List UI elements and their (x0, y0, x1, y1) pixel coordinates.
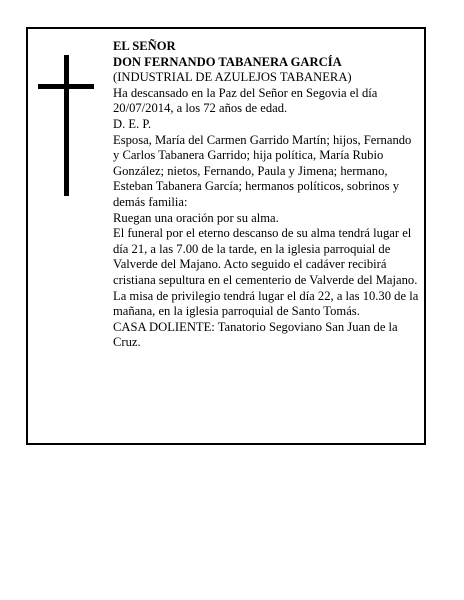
prayer-request: Ruegan una oración por su alma. (113, 210, 279, 225)
family-list: Esposa, María del Carmen Garrido Martín; hijos, Fernando y Carlos Tabanera Garrido; hija política, María Rubio González; nietos, Fernando, Paula y Jimena; hermano, Esteban Tabanera García; hermanos políticos, sobrinos y demás familia: (113, 132, 412, 209)
heading-title: EL SEÑOR (113, 39, 176, 53)
occupation: (INDUSTRIAL DE AZULEJOS TABANERA) (113, 70, 352, 85)
deceased-name: DON FERNANDO TABANERA GARCÍA (113, 54, 342, 69)
cross-icon-bar (38, 84, 94, 89)
dep-abbreviation: D. E. P. (113, 116, 152, 131)
obituary-text (113, 39, 419, 351)
mourning-house: CASA DOLIENTE: Tanatorio Segoviano San Juan de la Cruz. (113, 319, 398, 350)
cross-icon (64, 55, 69, 196)
death-announcement: Ha descansado en la Paz del Señor en Segovia el día 20/07/2014, a los 72 años de edad. (113, 85, 378, 116)
funeral-info: El funeral por el eterno descanso de su alma tendrá lugar el día 21, a las 7.00 de la tarde, en la iglesia parroquial de Valverde del Majano. Acto seguido el cadáver recibirá cristiana sepultura en el cementerio de Valverde del Majano. La misa de privilegio tendrá lugar el día 22, a las 10.30 de la mañana, en la iglesia parroquial de Santo Tomás. (113, 226, 419, 319)
